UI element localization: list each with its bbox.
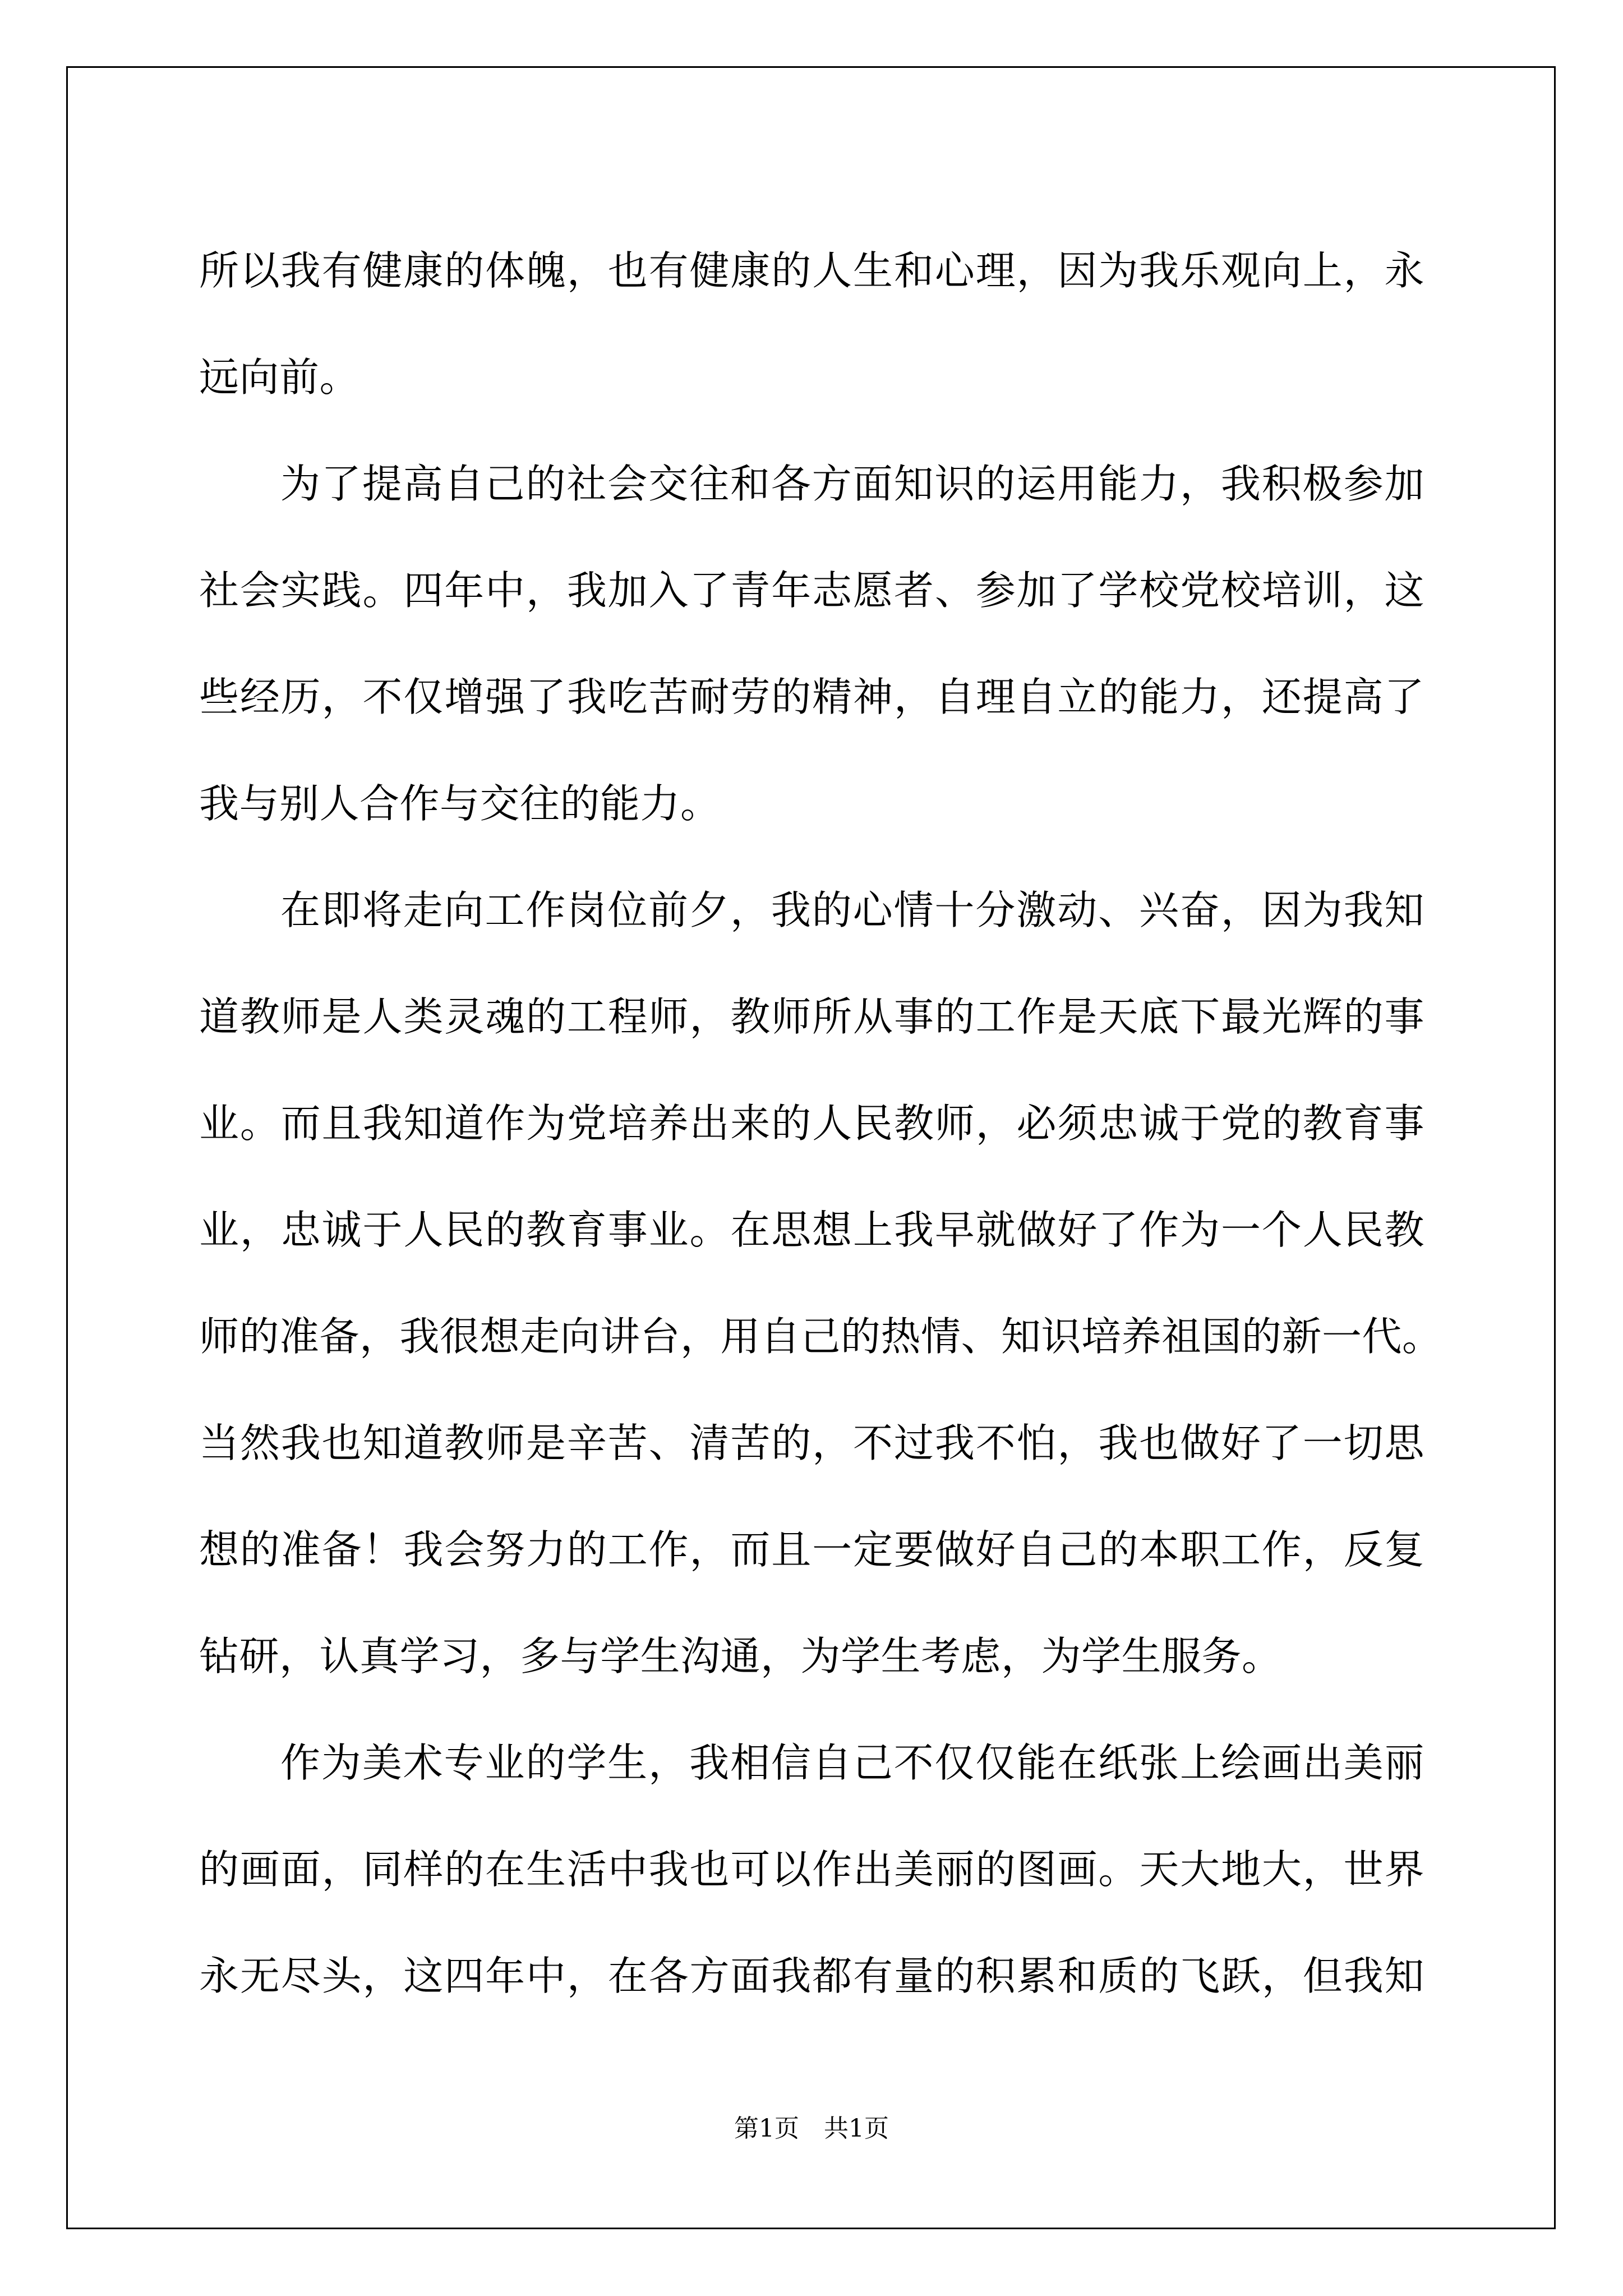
page-number: 第1页 共1页 [734,2114,889,2143]
text-line: 我与别人合作与交往的能力。 [199,780,721,827]
text-line: 社会实践。四年中，我加入了青年志愿者、参加了学校党校培训，这 [199,567,1424,614]
text-line: 永无尽头，这四年中，在各方面我都有量的积累和质的飞跃，但我知 [199,1953,1424,1999]
text-line: 当然我也知道教师是辛苦、清苦的，不过我不怕，我也做好了一切思 [199,1420,1424,1466]
text-line: 作为美术专业的学生，我相信自己不仅仅能在纸张上绘画出美丽 [280,1740,1424,1786]
document-body [199,218,1442,2030]
text-line: 所以我有健康的体魄，也有健康的人生和心理，因为我乐观向上，永 [199,247,1424,294]
text-line: 钻研，认真学习，多与学生沟通，为学生考虑，为学生服务。 [199,1633,1282,1680]
text-line: 师的准备，我很想走向讲台，用自己的热情、知识培养祖国的新一代。 [199,1313,1442,1360]
text-line: 业。而且我知道作为党培养出来的人民教师，必须忠诚于党的教育事 [199,1100,1424,1147]
text-line: 些经历，不仅增强了我吃苦耐劳的精神，自理自立的能力，还提高了 [199,674,1424,720]
text-line: 在即将走向工作岗位前夕，我的心情十分激动、兴奋，因为我知 [280,887,1424,933]
text-line: 业，忠诚于人民的教育事业。在思想上我早就做好了作为一个人民教 [199,1207,1424,1253]
text-line: 远向前。 [199,354,360,401]
text-line: 想的准备！我会努力的工作，而且一定要做好自己的本职工作，反复 [199,1526,1424,1573]
text-line: 的画面，同样的在生活中我也可以作出美丽的图画。天大地大，世界 [199,1846,1424,1893]
text-line: 道教师是人类灵魂的工程师，教师所从事的工作是天底下最光辉的事 [199,993,1424,1040]
text-line: 为了提高自己的社会交往和各方面知识的运用能力，我积极参加 [280,461,1424,507]
